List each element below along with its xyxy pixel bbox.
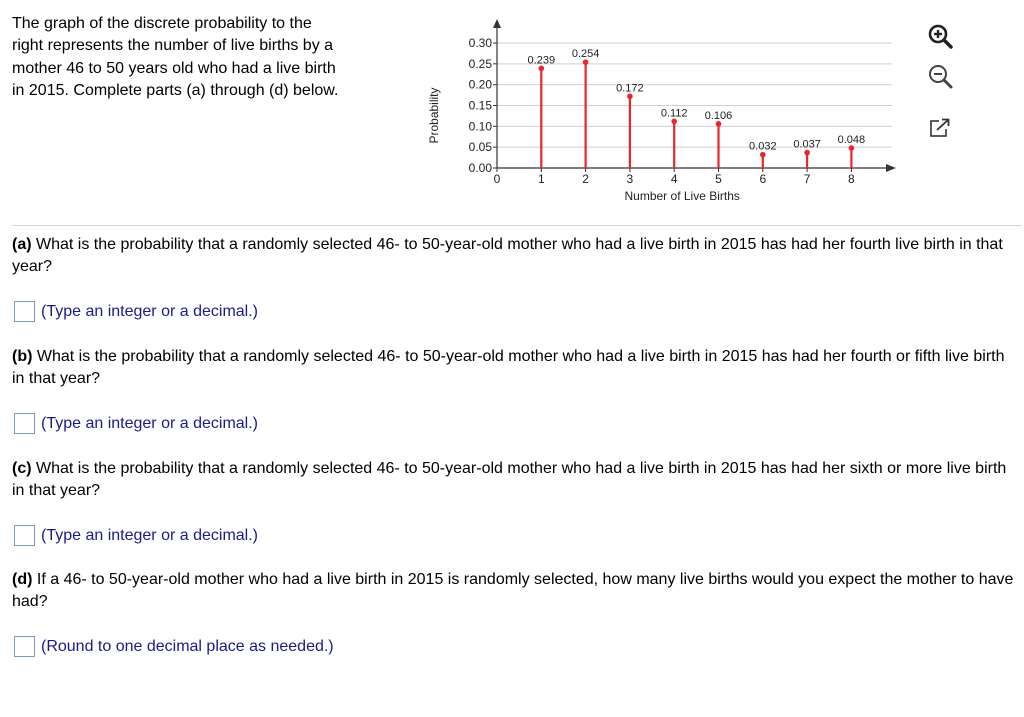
data-label: 0.112 — [660, 107, 688, 120]
question-b — [12, 346, 1017, 390]
x-tick-label: 1 — [537, 172, 545, 186]
y-tick-label: 0.00 — [468, 161, 492, 175]
chart-svg — [420, 12, 900, 212]
answer-row-a — [14, 301, 258, 322]
answer-a-input[interactable] — [14, 301, 35, 322]
section-divider — [12, 225, 1022, 226]
data-label: 0.106 — [704, 109, 733, 122]
x-tick-label: 2 — [582, 172, 589, 186]
x-tick-label: 7 — [803, 172, 811, 186]
question-d — [12, 569, 1017, 613]
answer-a-hint: (Type an integer or a decimal.) — [41, 302, 258, 320]
question-a-text: What is the probability that a randomly selected 46- to 50-year-old mother who had a live birth in 2015 has had her fourth live birth in that year? — [12, 236, 1003, 275]
question-c-label: (c) — [12, 460, 32, 477]
answer-c-hint: (Type an integer or a decimal.) — [41, 526, 258, 544]
probability-chart — [420, 12, 900, 217]
stem-point — [627, 94, 633, 100]
question-d-text: If a 46- to 50-year-old mother who had a live birth in 2015 is randomly selected, how many live births would you expect the mother to have had? — [12, 571, 1014, 610]
stem-point — [804, 150, 810, 156]
data-label: 0.032 — [749, 140, 777, 153]
stem-point — [539, 66, 545, 72]
answer-b-hint: (Type an integer or a decimal.) — [41, 414, 258, 432]
question-b-text: What is the probability that a randomly selected 46- to 50-year-old mother who had a live birth in 2015 has had her fourth or fifth live birth in that year? — [12, 348, 1005, 387]
answer-c-input[interactable] — [14, 525, 35, 546]
popout-icon[interactable] — [920, 110, 960, 146]
stem-point — [583, 59, 589, 65]
question-c-text: What is the probability that a randomly selected 46- to 50-year-old mother who had a live birth in 2015 has had her sixth or more live birth in that year? — [12, 460, 1007, 499]
stem-point — [716, 121, 722, 127]
stem-point — [849, 145, 855, 151]
x-tick-label: 5 — [715, 172, 722, 186]
answer-d-hint: (Round to one decimal place as needed.) — [41, 637, 334, 655]
zoom-in-icon[interactable] — [920, 18, 960, 54]
data-label: 0.037 — [793, 138, 821, 151]
answer-row-b — [14, 413, 258, 434]
x-tick-label: 0 — [493, 172, 501, 186]
answer-row-d — [14, 636, 334, 657]
stem-point — [760, 152, 766, 158]
answer-d-input[interactable] — [14, 636, 35, 657]
question-d-label: (d) — [12, 571, 33, 588]
y-axis-label: Probability — [427, 87, 441, 144]
y-tick-label: 0.30 — [468, 36, 492, 50]
problem-intro: The graph of the discrete probability to the right represents the number of live births by a mother 46 to 50 years old who had a live birth in 2015. Complete parts (a) through (d) below. — [12, 15, 339, 100]
stem-point — [671, 119, 677, 125]
answer-b-input[interactable] — [14, 413, 35, 434]
y-axis-arrow — [493, 19, 501, 28]
y-tick-label: 0.15 — [468, 98, 492, 113]
y-tick-label: 0.10 — [468, 119, 492, 134]
x-tick-label: 6 — [759, 172, 767, 186]
y-tick-label: 0.20 — [468, 77, 492, 92]
x-axis-label: Number of Live Births — [624, 189, 740, 203]
question-c — [12, 458, 1017, 502]
data-label: 0.048 — [837, 134, 866, 146]
x-tick-label: 8 — [848, 172, 855, 186]
data-label: 0.172 — [616, 82, 644, 95]
question-b-label: (b) — [12, 348, 33, 365]
x-tick-label: 3 — [626, 172, 634, 186]
data-label: 0.239 — [527, 54, 556, 67]
question-a — [12, 234, 1017, 278]
answer-row-c — [14, 525, 258, 546]
x-tick-label: 4 — [670, 172, 678, 186]
zoom-out-icon[interactable] — [920, 58, 960, 94]
y-tick-label: 0.05 — [468, 140, 492, 155]
x-axis-arrow — [886, 164, 896, 172]
question-a-label: (a) — [12, 236, 32, 253]
data-label: 0.254 — [571, 48, 600, 61]
y-tick-label: 0.25 — [468, 56, 492, 71]
